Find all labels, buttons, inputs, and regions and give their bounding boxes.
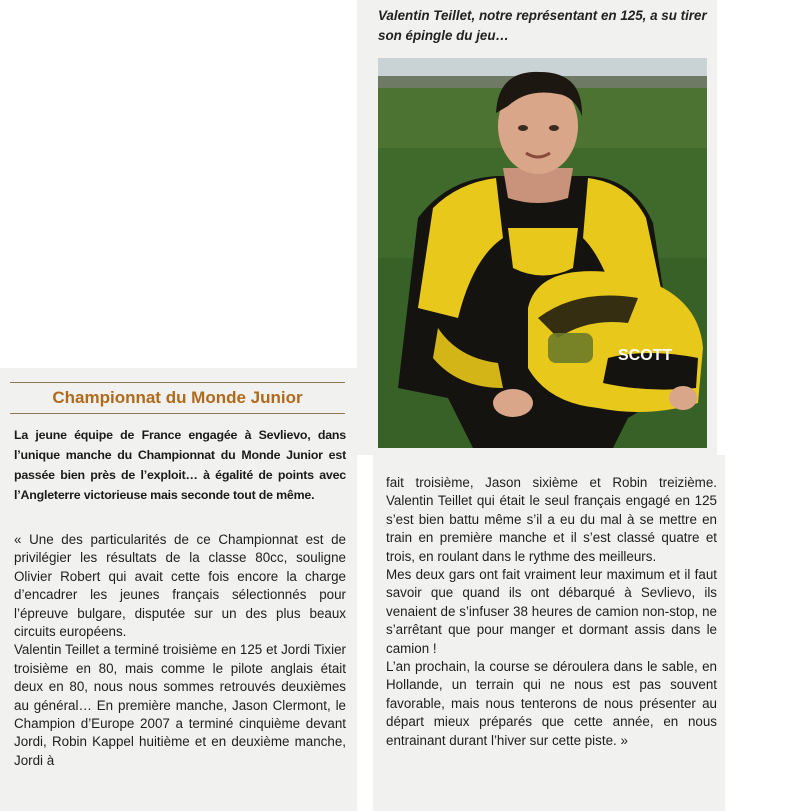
section-title: Championnat du Monde Junior	[10, 382, 345, 414]
photo-caption: Valentin Teillet, notre représentant en 125, a su tirer son épingle du jeu…	[378, 8, 707, 43]
body-paragraph: fait troisième, Jason sixième et Robin treizième. Valentin Teillet qui était le seul français engagé en 125 s’est bien battu même s’il a eu du mal à se mettre en train en première manche et il s’est classé quatre et trois, en roulant dans le rythme des meilleurs.	[386, 475, 717, 564]
helmet-brand-text: SCOTT	[618, 347, 673, 364]
body-paragraph: Valentin Teillet a terminé troisième en 125 et Jordi Tixier troisième en 80, mais comme le pilote anglais était deux en 80, nous nous sommes retrouvés deuxièmes au général… En première manche, Jason Clermont, le Champion d’Europe 2007 a terminé cinquième devant Jordi, Robin Kappel huitième et en deuxième manche, Jordi à	[14, 642, 346, 768]
right-body-text	[386, 474, 717, 750]
body-paragraph: Mes deux gars ont fait vraiment leur maximum et il faut savoir que quand ils ont débarqué à Sevlievo, ils venaient de s’infuser 38 heures de camion non-stop, ne s’arrêtant que pour manger et dormant assis dans le camion !	[386, 567, 717, 656]
left-body-text	[14, 531, 346, 770]
rider-photo	[378, 58, 707, 448]
body-paragraph: « Une des particularités de ce Championnat est de privilégier les résultats de la classe 80cc, souligne Olivier Robert qui avait cette fois encore la charge d’encadrer les jeunes français sélectionnés pour l’épreuve bulgare, disputée sur un des plus beaux circuits européens.	[14, 532, 346, 640]
body-paragraph: L’an prochain, la course se déroulera dans le sable, en Hollande, un terrain qui ne nous est pas souvent favorable, mais nous tenterons de nous présenter au départ mieux préparés que cette année, en nous entrainant durant l’hiver sur cette piste. »	[386, 659, 717, 748]
lead-paragraph: La jeune équipe de France engagée à Sevlievo, dans l’unique manche du Championnat du Monde Junior est passée bien près de l’exploit… à égalité de points avec l’Angleterre victorieuse mais seconde tout de même.	[14, 428, 346, 502]
